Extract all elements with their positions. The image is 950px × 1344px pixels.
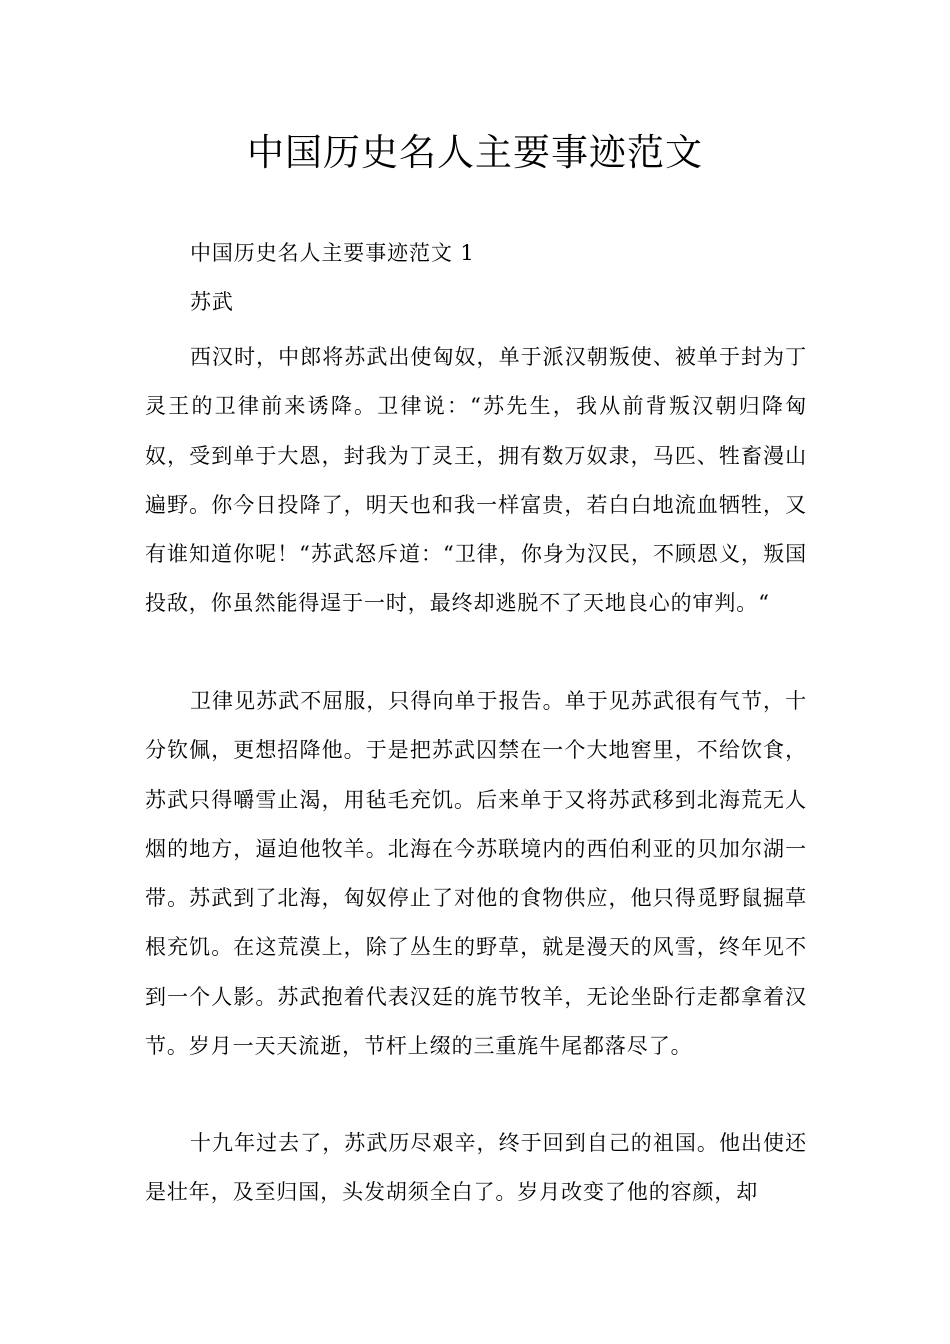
paragraph-1-container bbox=[145, 333, 807, 629]
paragraph: 卫律见苏武不屈服，只得向单于报告。单于见苏武很有气节，十分钦佩，更想招降他。于是把苏武囚禁在一个大地窖里，不给饮食，苏武只得嚼雪止渴，用毡毛充饥。后来单于又将苏武移到北海荒无人烟的地方，逼迫他牧羊。北海在今苏联境内的西伯利亚的贝加尔湖一带。苏武到了北海，匈奴停止了对他的食物供应，他只得觅野鼠掘草根充饥。在这荒漠上，除了丛生的野草，就是漫天的风雪，终年见不到一个人影。苏武抱着代表汉廷的旄节牧羊，无论坐卧行走都拿着汉节。岁月一天天流逝，节杆上缀的三重旄牛尾都落尽了。 bbox=[145, 689, 807, 1059]
paragraph: 西汉时，中郎将苏武出使匈奴，单于派汉朝叛使、被单于封为丁灵王的卫律前来诱降。卫律说：“苏先生，我从前背叛汉朝归降匈奴，受到单于大恩，封我为丁灵王，拥有数万奴隶，马匹、牲畜漫山遍野。你今日投降了，明天也和我一样富贵，若白白地流血牺牲，又有谁知道你呢！“苏武怒斥道：“卫律，你身为汉民，不顾恩义，叛国投敌，你虽然能得逞于一时，最终却逃脱不了天地良心的审判。“ bbox=[145, 345, 807, 616]
subject-name: 苏武 bbox=[190, 290, 234, 314]
document-title: 中国历史名人主要事迹范文 bbox=[247, 131, 703, 174]
paragraph-2-container bbox=[145, 677, 807, 1071]
paragraph-3-container bbox=[145, 1119, 807, 1218]
section-heading: 中国历史名人主要事迹范文 1 bbox=[190, 241, 475, 265]
paragraph: 十九年过去了，苏武历尽艰辛，终于回到自己的祖国。他出使还是壮年，及至归国，头发胡须全白了。岁月改变了他的容颜，却 bbox=[145, 1131, 807, 1205]
